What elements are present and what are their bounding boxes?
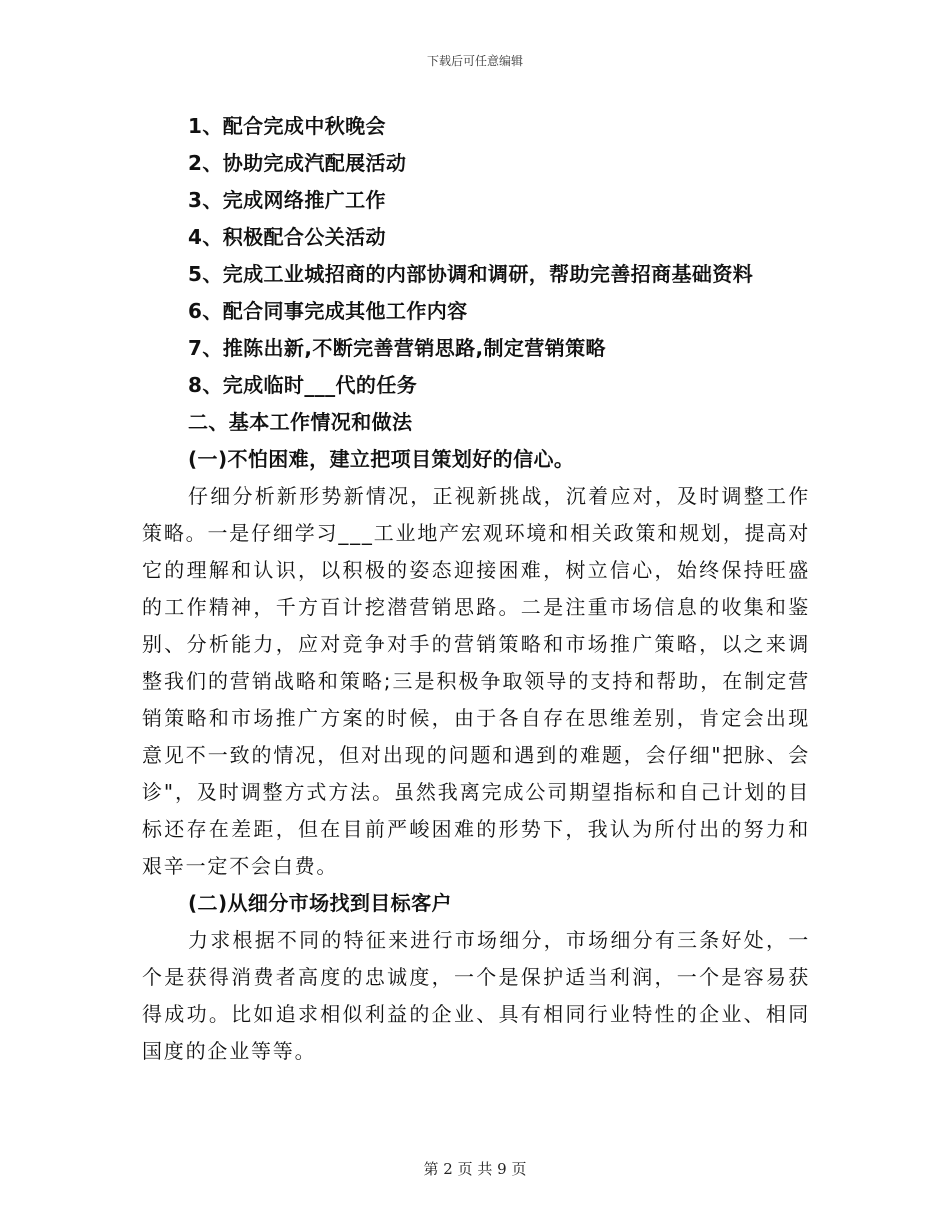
subsection-title: (二)从细分市场找到目标客户 [188, 891, 452, 915]
list-item: 2、协助完成汽配展活动 [188, 151, 407, 175]
list-item: 6、配合同事完成其他工作内容 [188, 299, 468, 323]
document-body [142, 108, 810, 1070]
page-number: 第 2 页 共 9 页 [423, 1160, 527, 1178]
subsection-title: (一)不怕困难，建立把项目策划好的信心。 [188, 447, 575, 471]
list-item: 4、积极配合公关活动 [188, 225, 386, 249]
page-header: 下载后可任意编辑 [426, 54, 523, 68]
list-item: 5、完成工业城招商的内部协调和调研，帮助完善招商基础资料 [188, 262, 754, 286]
list-item: 1、配合完成中秋晚会 [188, 114, 386, 138]
paragraph: 仔细分析新形势新情况，正视新挑战，沉着应对，及时调整工作策略。一是仔细学习___工业地产宏观环境和相关政策和规划，提高对它的理解和认识，以积极的姿态迎接困难，树立信心，始终保持旺盛的工作精神，千方百计挖潜营销思路。二是注重市场信息的收集和鉴别、分析能力，应对竞争对手的营销策略和市场推广策略，以之来调整我们的营销战略和策略;三是积极争取领导的支持和帮助，在制定营销策略和市场推广方案的时候，由于各自存在思维差别，肯定会出现意见不一致的情况，但对出现的问题和遇到的难题，会仔细"把脉、会诊"，及时调整方式方法。虽然我离完成公司期望指标和自己计划的目标还存在差距，但在目前严峻困难的形势下，我认为所付出的努力和艰辛一定不会白费。 [142, 484, 810, 878]
list-item: 8、完成临时___代的任务 [188, 373, 418, 397]
list-item: 3、完成网络推广工作 [188, 188, 386, 212]
list-item: 7、推陈出新,不断完善营销思路,制定营销策略 [188, 336, 606, 360]
section-title: 二、基本工作情况和做法 [188, 410, 413, 434]
paragraph: 力求根据不同的特征来进行市场细分，市场细分有三条好处，一个是获得消费者高度的忠诚度，一个是保护适当利润，一个是容易获得成功。比如追求相似利益的企业、具有相同行业特性的企业、相同国度的企业等等。 [142, 928, 810, 1063]
